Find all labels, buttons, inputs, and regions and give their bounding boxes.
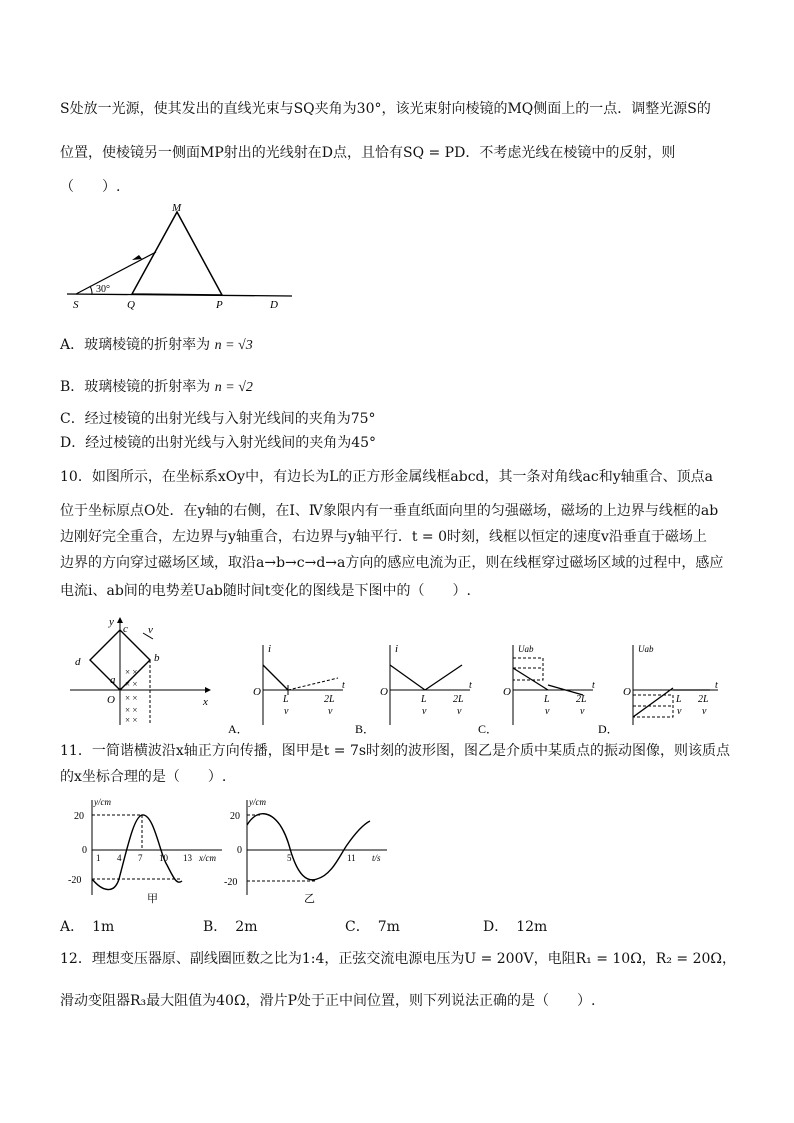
label-b: b bbox=[154, 652, 160, 664]
label-y: y bbox=[109, 616, 114, 628]
caption-yi: 乙 bbox=[304, 893, 315, 905]
label-x: x bbox=[203, 696, 208, 708]
q10-line5: 电流i、ab间的电势差Uab随时间t变化的图线是下图中的（ ）. bbox=[60, 583, 471, 599]
frame-figure bbox=[65, 615, 215, 730]
q11-option-c[interactable]: C． 7m bbox=[345, 919, 400, 935]
graph-c-label: C． bbox=[478, 722, 499, 735]
svg-text:0: 0 bbox=[82, 845, 87, 856]
label-a: a bbox=[110, 674, 116, 686]
svg-text:y/cm: y/cm bbox=[249, 797, 266, 807]
svg-text:O: O bbox=[380, 686, 388, 698]
svg-text:v: v bbox=[580, 706, 585, 717]
svg-text:y/cm: y/cm bbox=[94, 797, 111, 807]
svg-text:4: 4 bbox=[117, 853, 122, 863]
label-D: D bbox=[270, 299, 278, 311]
svg-text:20: 20 bbox=[230, 811, 240, 822]
svg-text:v: v bbox=[545, 706, 550, 717]
svg-text:v: v bbox=[328, 706, 333, 717]
svg-text:13: 13 bbox=[183, 853, 192, 863]
label-v: v bbox=[148, 624, 153, 636]
label-P: P bbox=[216, 299, 223, 311]
svg-text:t: t bbox=[469, 680, 472, 691]
q9-option-d[interactable]: D．经过棱镜的出射光线与入射光线间的夹角为45° bbox=[60, 435, 377, 451]
graph-d[interactable] bbox=[598, 640, 723, 735]
svg-text:v: v bbox=[702, 706, 707, 717]
svg-text:x/cm: x/cm bbox=[199, 853, 216, 863]
svg-text:i: i bbox=[395, 643, 399, 655]
prism-figure bbox=[62, 200, 302, 315]
svg-text:0: 0 bbox=[237, 845, 242, 856]
q11-option-a[interactable]: A． 1m bbox=[60, 919, 115, 935]
graph-b[interactable] bbox=[355, 640, 475, 735]
svg-text:O: O bbox=[253, 686, 261, 698]
q9-option-c[interactable]: C．经过棱镜的出射光线与入射光线间的夹角为75° bbox=[60, 411, 376, 427]
svg-text:Uab: Uab bbox=[518, 644, 534, 654]
svg-text:10: 10 bbox=[159, 853, 168, 863]
q9-line3: （ ）. bbox=[60, 179, 121, 195]
svg-text:2L: 2L bbox=[576, 694, 587, 705]
svg-text:i: i bbox=[268, 643, 272, 655]
svg-text:× ×: × × bbox=[125, 693, 138, 703]
q11-line1: 11．一简谐横波沿x轴正方向传播，图甲是t = 7s时刻的波形图，图乙是介质中某质点的振动图像，则该质点 bbox=[60, 743, 731, 759]
label-Q: Q bbox=[127, 299, 135, 311]
svg-text:t/s: t/s bbox=[372, 853, 381, 863]
svg-text:-20: -20 bbox=[224, 877, 238, 888]
svg-text:2L: 2L bbox=[453, 694, 464, 705]
svg-text:5: 5 bbox=[287, 853, 292, 863]
svg-text:t: t bbox=[342, 680, 345, 691]
q10-line4: 边界的方向穿过磁场区域，取沿a→b→c→d→a方向的感应电流为正，则在线框穿过磁场区域的过程中，感应 bbox=[60, 555, 724, 571]
svg-text:O: O bbox=[503, 686, 511, 698]
svg-text:Uab: Uab bbox=[638, 644, 654, 654]
q11-line2: 的x坐标合理的是（ ）. bbox=[60, 769, 227, 785]
svg-text:× ×: × × bbox=[125, 667, 138, 677]
svg-text:t: t bbox=[715, 680, 718, 691]
svg-text:v: v bbox=[422, 706, 427, 717]
q10-line3: 边刚好完全重合，左边界与y轴重合，右边界与y轴平行．t = 0时刻，线框以恒定的速度v沿垂直于磁场上 bbox=[60, 529, 707, 545]
q9-line2: 位置，使棱镜另一侧面MP射出的光线射在D点，且恰有SQ = PD．不考虑光线在棱镜中的反射，则 bbox=[60, 145, 676, 161]
svg-text:O: O bbox=[623, 686, 631, 698]
q11-option-d[interactable]: D． 12m bbox=[483, 919, 548, 935]
graph-a[interactable] bbox=[228, 640, 348, 735]
label-S: S bbox=[73, 299, 79, 311]
svg-text:-20: -20 bbox=[68, 875, 82, 886]
svg-text:v: v bbox=[457, 706, 462, 717]
q12-line2: 滑动变阻器R₃最大阻值为40Ω，滑片P处于正中间位置，则下列说法正确的是（ ）. bbox=[60, 993, 596, 1009]
q10-line2: 位于坐标原点O处．在y轴的右侧，在Ⅰ、Ⅳ象限内有一垂直纸面向里的匀强磁场，磁场的上边界与线框的ab bbox=[60, 503, 719, 519]
svg-text:L: L bbox=[421, 694, 427, 705]
svg-text:L: L bbox=[283, 694, 289, 705]
caption-jia: 甲 bbox=[147, 893, 158, 905]
svg-text:7: 7 bbox=[138, 853, 143, 863]
svg-text:20: 20 bbox=[74, 811, 84, 822]
graph-a-label: A． bbox=[228, 722, 249, 735]
q12-line1: 12．理想变压器原、副线圈匝数之比为1:4，正弦交流电源电压为U = 200V，电阻R₁ = 10Ω，R₂ = 20Ω， bbox=[60, 951, 737, 967]
svg-text:× ×: × × bbox=[125, 705, 138, 715]
svg-text:× ×: × × bbox=[125, 715, 138, 725]
graph-c[interactable] bbox=[478, 640, 598, 735]
wave-figure-yi bbox=[222, 795, 392, 905]
graph-d-label: D． bbox=[598, 722, 619, 735]
svg-text:t: t bbox=[592, 680, 595, 691]
svg-text:v: v bbox=[677, 706, 682, 717]
svg-text:L: L bbox=[676, 694, 682, 705]
label-d: d bbox=[75, 656, 81, 668]
q11-option-b[interactable]: B． 2m bbox=[203, 919, 258, 935]
graph-b-label: B． bbox=[355, 722, 376, 735]
svg-text:2L: 2L bbox=[324, 694, 335, 705]
label-c: c bbox=[123, 623, 128, 635]
label-M: M bbox=[172, 202, 182, 214]
svg-text:L: L bbox=[544, 694, 550, 705]
svg-text:× ×: × × bbox=[125, 679, 138, 689]
svg-text:v: v bbox=[284, 706, 289, 717]
label-angle: 30° bbox=[96, 284, 110, 295]
q9-option-a[interactable]: A．玻璃棱镜的折射率为 n = √3 bbox=[60, 337, 253, 353]
q9-option-b[interactable]: B．玻璃棱镜的折射率为 n = √2 bbox=[60, 379, 253, 395]
label-O: O bbox=[107, 694, 115, 706]
svg-text:11: 11 bbox=[347, 853, 356, 863]
q10-line1: 10．如图所示，在坐标系xOy中，有边长为L的正方形金属线框abcd，其一条对角线ac和y轴重合、顶点a bbox=[60, 469, 713, 485]
q9-line1: S处放一光源，使其发出的直线光束与SQ夹角为30°，该光束射向棱镜的MQ侧面上的一点．调整光源S的 bbox=[60, 101, 711, 117]
svg-text:1: 1 bbox=[96, 853, 101, 863]
wave-figure-jia bbox=[62, 795, 227, 905]
svg-text:2L: 2L bbox=[698, 694, 709, 705]
